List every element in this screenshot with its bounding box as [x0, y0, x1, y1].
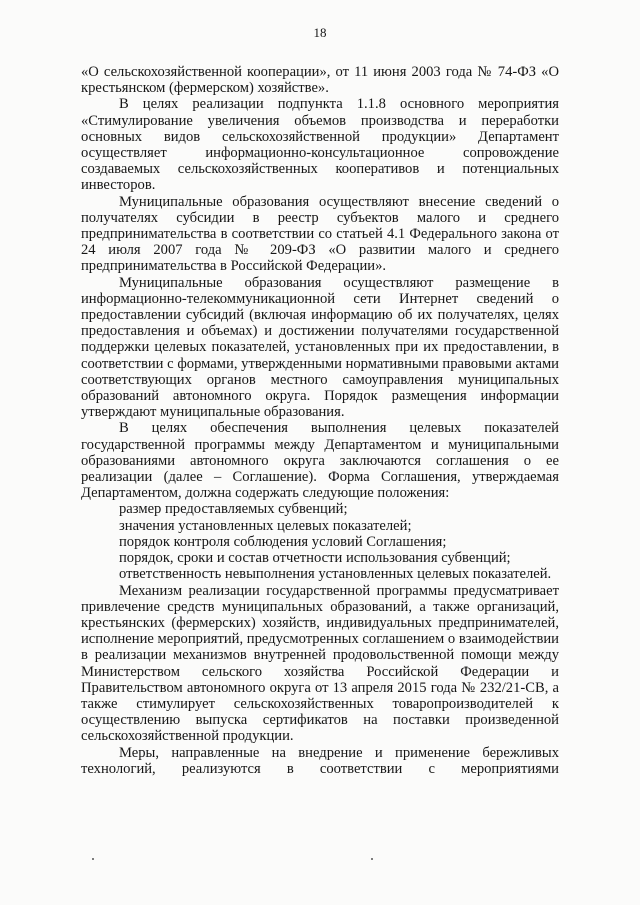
paragraph-internet-publication: Муниципальные образования осуществляют размещение в информационно-телекоммуникационной сети Интернет сведений о предоставлении субсидий (включая информацию об их получателях, целях предоставления и объемах) и достижении получателями государственной поддержки целевых показателей, установленных при их предоставлении, в соответствии с формами, утвержденными нормативными правовыми актами соответствующих органов местного самоуправления муниципальных образований автономного округа. Порядок размещения информации утверждают муниципальные образования.	[81, 274, 559, 421]
list-item: размер предоставляемых субвенций;	[119, 501, 348, 518]
paragraph-agreements: В целях обеспечения выполнения целевых показателей государственной программы между Департаментом и муниципальными образованиями автономного округа заключаются соглашения о ее реализации (далее – Соглашение). Форма Соглашения, утверждаемая Департаментом, должна содержать следующие положения:	[81, 420, 559, 502]
scan-artifact	[92, 858, 94, 860]
list-item: ответственность невыполнения установленных целевых показателей.	[119, 566, 552, 583]
page-number: 18	[313, 25, 327, 40]
paragraph-implementation-mechanism: Механизм реализации государственной программы предусматривает привлечение средств муниципальных образований, а также организаций, крестьянских (фермерских) хозяйств, индивидуальных предпринимателей, исполнение мероприятий, предусмотренных соглашением о взаимодействии в реализации механизмов внутренней продовольственной помощи между Министерством сельского хозяйства Российской Федерации и Правительством автономного округа от 13 апреля 2015 года № 232/21-СВ, а также стимулирует сельскохозяйственных товаропроизводителей к осуществлению выпуска сертификатов на поставки произведенной сельскохозяйственной продукции.	[81, 582, 559, 745]
list-item: значения установленных целевых показателей;	[119, 517, 412, 534]
document-body	[81, 64, 559, 777]
list-item: порядок, сроки и состав отчетности использования субвенций;	[119, 550, 511, 567]
scan-artifact	[371, 858, 373, 860]
list-item: порядок контроля соблюдения условий Соглашения;	[119, 533, 447, 550]
paragraph-cooperation-law: «О сельскохозяйственной кооперации», от 11 июня 2003 года № 74-ФЗ «О крестьянском (фермерском) хозяйстве».	[81, 64, 559, 97]
paragraph-lean-technologies: Меры, направленные на внедрение и применение бережливых технологий, реализуются в соответствии с мероприятиями	[81, 744, 559, 777]
paragraph-consulting-support: В целях реализации подпункта 1.1.8 основного мероприятия «Стимулирование увеличения объемов производства и переработки основных видов сельскохозяйственной продукции» Департамент осуществляет информационно-консультационное сопровождение создаваемых сельскохозяйственных кооперативов и потенциальных инвесторов.	[81, 96, 559, 194]
paragraph-subsidy-registry: Муниципальные образования осуществляют внесение сведений о получателях субсидии в реестр субъектов малого и среднего предпринимательства в соответствии со статьей 4.1 Федерального закона от 24 июля 2007 года № 209-ФЗ «О развитии малого и среднего предпринимательства в Российской Федерации».	[81, 193, 559, 275]
